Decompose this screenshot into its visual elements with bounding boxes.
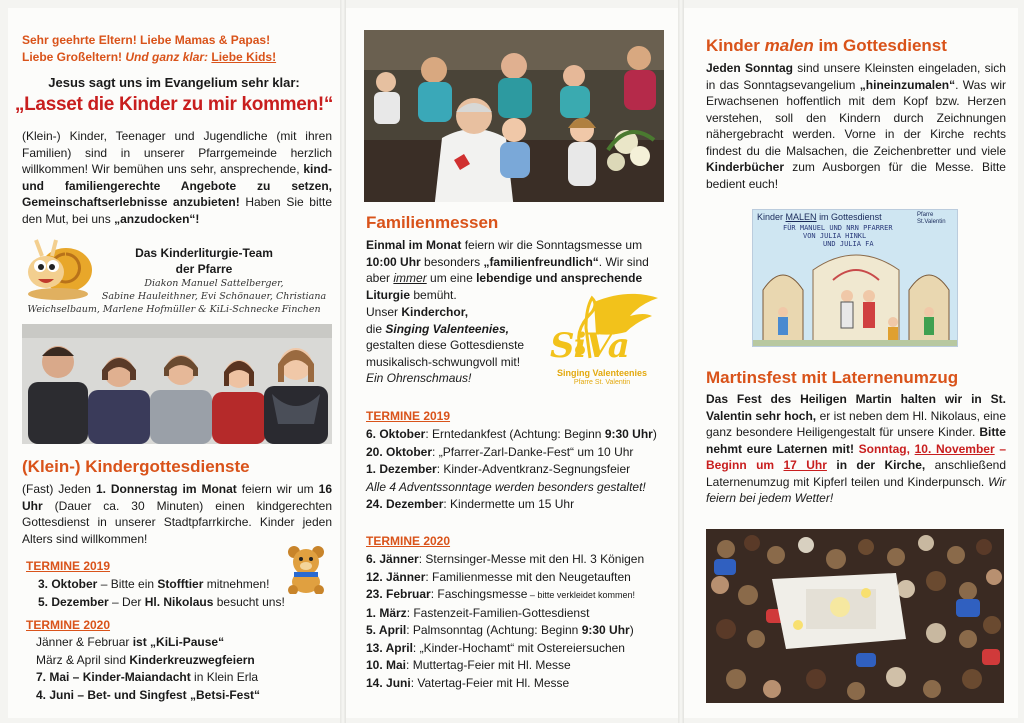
- item-rest: in Klein Erla: [190, 670, 259, 684]
- fm-g: immer: [393, 271, 427, 285]
- fm-d: besonders: [424, 254, 481, 269]
- item-rest: : „Kinder-Hochamt“ mit Ostereiersuchen: [412, 640, 625, 655]
- item-bold: Stofftier: [157, 577, 204, 591]
- item-date: 13. April: [366, 640, 413, 655]
- list-item: [366, 461, 657, 479]
- fm-2019-list: [366, 426, 657, 514]
- malen-f: zum Ausborgen für die Messe. Bitte bedient euch!: [706, 160, 1006, 191]
- panel-right: [684, 8, 1018, 718]
- list-item: [366, 622, 644, 640]
- item-date: 5. April: [366, 623, 407, 637]
- item-pre: März & April sind: [36, 652, 130, 667]
- list-item: [36, 634, 260, 652]
- item-rest: : Familienmesse mit den Neugetauften: [425, 569, 631, 584]
- fm-2020-list: [366, 551, 644, 692]
- dedication-1: FÜR MANUEL UND NRN PFARRER: [783, 224, 893, 232]
- fm-e: „familienfreundlich“: [483, 254, 599, 269]
- kigo-text-e: (Dauer ca. 30 Minuten) einen kindgerechten Gottesdienst in unserer Stadtpfarrkirche. Kinder jeden Alters sind willkommen!: [22, 498, 332, 546]
- martin-h: in der Kirche,: [836, 458, 926, 472]
- fm-b: feiern wir die Sonntagsmesse um: [464, 238, 643, 252]
- item-date: 10. Mai: [366, 658, 407, 672]
- item-bold: ist „KiLi-Pause“: [132, 635, 225, 649]
- list-item: [366, 496, 657, 514]
- kigo-termine-2020: TERMINE 2020: [26, 618, 111, 632]
- item-rest: : Faschingsmesse: [430, 587, 528, 601]
- item-rest: : Sternsinger-Messe mit den Hl. 3 Königen: [418, 552, 645, 566]
- item-date: 3. Oktober: [38, 577, 98, 591]
- item-rest: besucht uns!: [213, 594, 285, 609]
- team-photo: [22, 324, 332, 444]
- siva-parish: Pfarre St. Valentin: [573, 379, 631, 386]
- greeting-kids: Liebe Kids!: [211, 50, 277, 64]
- martin-g: 17 Uhr: [783, 458, 827, 472]
- kigo-termine-2019: TERMINE 2019: [26, 559, 111, 573]
- church-crowd-photo: [706, 529, 1004, 703]
- siva-wordmark: SiVa: [550, 326, 629, 366]
- intro-bold: kind- und familiengerechte Angebote zu setzen, Gemeinschaftserlebnisse anzubieten!: [22, 162, 333, 209]
- list-item: [38, 576, 285, 594]
- panel-middle: [346, 8, 678, 718]
- kigo-text-d: 16 Uhr: [22, 482, 332, 513]
- item-rest: : Kinder-Adventkranz-Segnungsfeier: [436, 462, 631, 476]
- choir-paragraph: [366, 304, 548, 387]
- item-small: – bitte verkleidet kommen!: [527, 590, 635, 600]
- intro-text: (Klein-) Kinder, Teenager und Jugendliche (mit ihren Familien) sind in unserer Pfarrgemeinde herzlich willkommen! Wir bemühen uns sehr, ansprechende,: [22, 129, 332, 176]
- malen-title: [706, 36, 947, 56]
- list-item: [366, 586, 644, 605]
- fm-i: lebendige und ansprechende Liturgie: [366, 271, 643, 302]
- martin-j: Wir feiern bei jedem Wetter!: [706, 474, 1006, 505]
- drawing-scene: [753, 250, 958, 347]
- item-text: – Der: [108, 594, 145, 609]
- teddy-bear-icon: [284, 544, 328, 594]
- malen-d: . Was wir Erwachsenen hoffentlich mit dem Kopf bzw. Herzen verstehen, soll den Kindern durch Zeichnungen nähergebracht werden. Vorne in der Kirche rechts findest du die Malsachen, die Zeichenbretter und viele: [706, 77, 1007, 158]
- panel-left: [8, 8, 340, 718]
- list-item: [36, 669, 260, 687]
- fm-termine-2020: TERMINE 2020: [366, 534, 451, 548]
- item-rest: Alle 4 Adventssonntage werden besonders gestaltet!: [366, 479, 646, 494]
- kigo-text-b: 1. Donnerstag im Monat: [95, 482, 237, 496]
- kigo-text-a: (Fast) Jeden: [22, 482, 91, 496]
- item-rest: : Erntedankfest (Achtung: Beginn: [425, 427, 605, 441]
- item-date: 20. Oktober: [366, 444, 433, 459]
- team-names: [96, 277, 332, 303]
- drawing-header: [757, 212, 882, 222]
- choir-2: Kinderchor,: [401, 305, 469, 319]
- item-date: 1. März: [366, 605, 407, 620]
- fm-a: Einmal im Monat: [366, 238, 462, 252]
- kigo-text-c: feiern wir um: [241, 482, 314, 496]
- greeting-clear: Und ganz klar:: [125, 50, 209, 64]
- malen-title-b: malen: [764, 36, 814, 55]
- intro-text-2: Haben Sie bitte den Mut, bei uns: [22, 195, 332, 226]
- fm-f: . Wir sind aber: [366, 254, 649, 285]
- team-names-3-wrap: [12, 303, 336, 316]
- fm-h: um eine: [430, 271, 473, 285]
- item-date: 1. Dezember: [366, 462, 437, 476]
- item-date: 23. Februar: [366, 587, 431, 601]
- martin-a: Das Fest des Heiligen Martin halten wir in St. Valentin sehr hoch,: [706, 392, 1006, 423]
- kigo-paragraph: [22, 481, 332, 547]
- kigo-2019-list: [38, 576, 285, 611]
- item-date: 12. Jänner: [366, 569, 426, 584]
- children-drawing: [752, 209, 958, 347]
- greeting-line-1: Sehr geehrte Eltern! Liebe Mamas & Papas!: [22, 33, 271, 47]
- greeting-grandparents: Liebe Großeltern!: [22, 50, 123, 64]
- drawing-header-a: Kinder: [757, 212, 784, 222]
- martin-i: anschließend Laternenumzug mit Kipferl teilen und Kinderpunsch.: [706, 458, 1007, 489]
- choir-6: Ein Ohrenschmaus!: [366, 371, 472, 385]
- team-title-line-1: Das Kinderliturgie-Team: [135, 246, 273, 260]
- malen-b: sind unsere Kleinsten eingeladen, sich in das Sonntagsevangelium: [706, 61, 1006, 92]
- item-bold: 9:30 Uhr: [581, 623, 630, 637]
- item-date: 6. Jänner: [366, 552, 419, 566]
- item-bold: 9:30 Uhr: [604, 427, 653, 441]
- familienmessen-title: Familienmessen: [366, 213, 499, 232]
- item-date: 24. Dezember: [366, 497, 444, 511]
- drawing-dedication: [783, 224, 893, 248]
- drawing-parish: Pfarre St.Valentin: [917, 212, 946, 225]
- dedication-2: VON JULIA HINKL: [803, 232, 867, 240]
- item-date: 5. Dezember: [38, 594, 109, 609]
- team-title: [94, 245, 314, 277]
- martin-d: Sonntag,: [858, 441, 910, 456]
- choir-1: Unser: [366, 305, 399, 319]
- greeting: [22, 32, 332, 66]
- item-date: 14. Juni: [366, 675, 411, 690]
- list-item: [366, 569, 644, 587]
- malen-c: „hineinzumalen“: [859, 77, 956, 92]
- martin-title: Martinsfest mit Laternenumzug: [706, 368, 959, 387]
- item-rest: : Muttertag-Feier mit Hl. Messe: [406, 658, 571, 672]
- list-item: [366, 605, 644, 623]
- martin-f: – Beginn um: [706, 441, 1006, 472]
- quote-heading: „Lasset die Kinder zu mir kommen!“: [14, 94, 334, 115]
- item-rest: : „Pfarrer-Zarl-Danke-Fest“ um 10 Uhr: [432, 444, 634, 459]
- item-end: ): [652, 427, 657, 441]
- drawing-header-b: MALEN: [785, 212, 817, 222]
- list-item: [366, 479, 657, 497]
- siva-logo: [542, 292, 662, 400]
- malen-a: Jeden Sonntag: [706, 61, 793, 75]
- malen-paragraph: [706, 60, 1006, 192]
- team-title-line-2: der Pfarre: [175, 262, 233, 276]
- item-date: 6. Oktober: [366, 427, 426, 441]
- snail-mascot-icon: [22, 232, 98, 302]
- malen-title-a: Kinder: [706, 36, 760, 55]
- item-pre: Jänner & Februar: [36, 635, 133, 649]
- team-names-2: Sabine Hauleithner, Evi Schönauer, Christiana: [101, 291, 327, 302]
- intro-dock: „anzudocken“!: [114, 211, 200, 226]
- item-bold: 7. Mai – Kinder-Maiandacht: [36, 670, 191, 684]
- kigo-section-title: (Klein-) Kindergottesdienste: [22, 457, 250, 476]
- list-item: [38, 594, 285, 612]
- item-rest: : Palmsonntag (Achtung: Beginn: [406, 623, 582, 637]
- malen-title-c: im Gottesdienst: [818, 36, 947, 55]
- choir-5: gestalten diese Gottesdienste musikalisch-schwungvoll mit!: [366, 338, 525, 369]
- list-item: [366, 444, 657, 462]
- gospel-intro: Jesus sagt uns im Evangelium sehr klar:: [48, 75, 300, 90]
- fm-termine-2019: TERMINE 2019: [366, 409, 451, 423]
- choir-4: Singing Valenteenies,: [385, 321, 509, 336]
- malen-e: Kinderbücher: [706, 160, 785, 174]
- fm-c: 10:00 Uhr: [366, 254, 421, 269]
- item-bold: 4. Juni – Bet- und Singfest „Betsi-Fest“: [36, 687, 261, 702]
- fm-j: bemüht.: [413, 287, 457, 302]
- team-names-1: Diakon Manuel Sattelberger,: [144, 278, 284, 289]
- list-item: [366, 426, 657, 444]
- dedication-3: UND JULIA FA: [823, 240, 874, 248]
- item-rest: : Fastenzeit-Familien-Gottesdienst: [406, 605, 590, 620]
- martin-e: 10. November: [914, 441, 995, 456]
- list-item: [36, 687, 260, 705]
- item-bold: Kinderkreuzwegfeiern: [129, 652, 255, 667]
- martin-c: Bitte nehmt eure Laternen mit!: [706, 425, 1006, 456]
- item-text: – Bitte ein: [97, 577, 158, 591]
- team-names-3: Weichselbaum, Marlene Hofmüller & KiLi-Schnecke Finchen: [27, 304, 321, 315]
- siva-subtitle: Singing Valenteenies: [556, 368, 648, 378]
- choir-3: die: [366, 321, 383, 336]
- drawing-header-c: im Gottesdienst: [819, 212, 882, 222]
- item-rest: : Kindermette um 15 Uhr: [443, 497, 575, 511]
- girl: [568, 118, 596, 186]
- item-end: ): [629, 623, 634, 637]
- list-item: [366, 551, 644, 569]
- intro-paragraph: [22, 128, 332, 227]
- list-item: [366, 675, 644, 693]
- kigo-2020-list: [36, 634, 260, 704]
- item-bold: Hl. Nikolaus: [144, 594, 214, 609]
- list-item: [366, 657, 644, 675]
- item-rest: : Vatertag-Feier mit Hl. Messe: [410, 675, 570, 690]
- family-mass-photo: [364, 30, 664, 202]
- list-item: [36, 652, 260, 670]
- item-rest: mitnehmen!: [203, 577, 270, 591]
- list-item: [366, 640, 644, 658]
- martin-b: er ist neben dem Hl. Nikolaus, eine ganz besondere Heiligengestalt für unsere Kinder.: [706, 408, 1007, 439]
- martin-paragraph: [706, 391, 1006, 507]
